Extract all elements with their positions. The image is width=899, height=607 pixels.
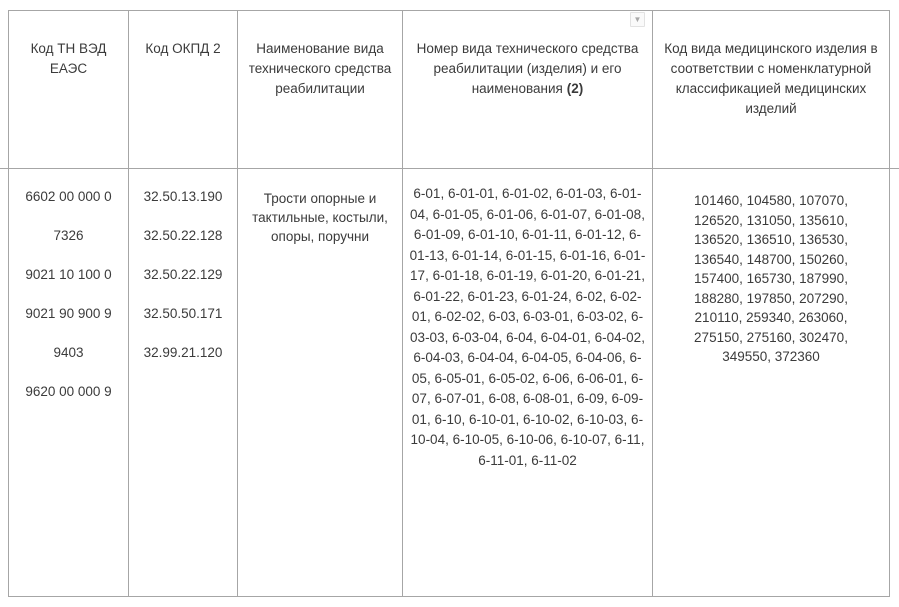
tn-ved-code: 7326 (53, 228, 84, 243)
cell-med-device-codes (653, 168, 889, 596)
med-device-codes-text: 101460, 104580, 107070, 126520, 131050, 135610, 136520, 136510, 136530, 136540, 148700, 150260, 157400, 165730, 187990, 188280, 197850, 207290, 210110, 259340, 263060, 275150, 275160, 302470, 349550, 372360 (694, 193, 848, 364)
tn-ved-code: 9021 90 900 9 (25, 306, 112, 321)
okpd2-code: 32.50.13.190 (143, 189, 223, 204)
header-label-rehab-numbers: Номер вида технического средства реабилитации (изделия) и его наименования (416, 41, 639, 96)
header-cell-med-device-codes (653, 11, 889, 168)
header-cell-rehab-name (238, 11, 403, 168)
header-label-rehab-numbers-suffix: (2) (566, 81, 584, 96)
tn-ved-code: 6602 00 000 0 (25, 189, 112, 204)
cell-tn-ved-codes (9, 168, 129, 596)
table-header-row (9, 11, 889, 168)
header-cell-tn-ved (9, 11, 129, 168)
tn-ved-code: 9021 10 100 0 (25, 267, 112, 282)
okpd2-code: 32.50.50.171 (143, 306, 223, 321)
header-label-tn-ved: Код ТН ВЭД ЕАЭС (30, 41, 107, 76)
tn-ved-code: 9403 (53, 345, 84, 360)
okpd2-code: 32.50.22.128 (143, 228, 223, 243)
header-label-okpd2: Код ОКПД 2 (145, 41, 221, 56)
header-label-rehab-name: Наименование вида технического средства реабилитации (248, 41, 392, 96)
table-body-row (9, 168, 889, 596)
header-cell-rehab-numbers (403, 11, 653, 168)
rehab-name-text: Трости опорные и тактильные, костыли, опоры, поручни (252, 191, 388, 244)
rehab-numbers-text: 6-01, 6-01-01, 6-01-02, 6-01-03, 6-01-04, 6-01-05, 6-01-06, 6-01-07, 6-01-08, 6-01-09, 6-01-10, 6-01-11, 6-01-12, 6-01-13, 6-01-14, 6-01-15, 6-01-16, 6-01-17, 6-01-18, 6-01-19, 6-01-20, 6-01-21, 6-01-22, 6-01-23, 6-01-24, 6-02, 6-02-01, 6-02-02, 6-03, 6-03-01, 6-03-02, 6-03-03, 6-03-04, 6-04, 6-04-01, 6-04-02, 6-04-03, 6-04-04, 6-04-05, 6-04-06, 6-05, 6-05-01, 6-05-02, 6-06, 6-06-01, 6-07, 6-07-01, 6-08, 6-08-01, 6-09, 6-09-01, 6-10, 6-10-01, 6-10-02, 6-10-03, 6-10-04, 6-10-05, 6-10-06, 6-10-07, 6-11, 6-11-01, 6-11-02 (409, 186, 646, 468)
cell-okpd2-codes (129, 168, 238, 596)
header-cell-okpd2 (129, 11, 238, 168)
tsr-codes-table (8, 10, 890, 597)
tn-ved-code: 9620 00 000 9 (25, 384, 112, 399)
cell-rehab-numbers (403, 168, 653, 596)
cell-rehab-name (238, 168, 403, 596)
chevron-down-icon: ▼ (633, 14, 642, 24)
okpd2-code: 32.99.21.120 (143, 345, 223, 360)
header-label-med-device-codes: Код вида медицинского изделия в соответствии с номенклатурной классификацией медицинских изделий (664, 41, 878, 116)
okpd2-code: 32.50.22.129 (143, 267, 223, 282)
header-dropdown-button[interactable] (630, 12, 645, 27)
header-separator-line (0, 168, 899, 169)
